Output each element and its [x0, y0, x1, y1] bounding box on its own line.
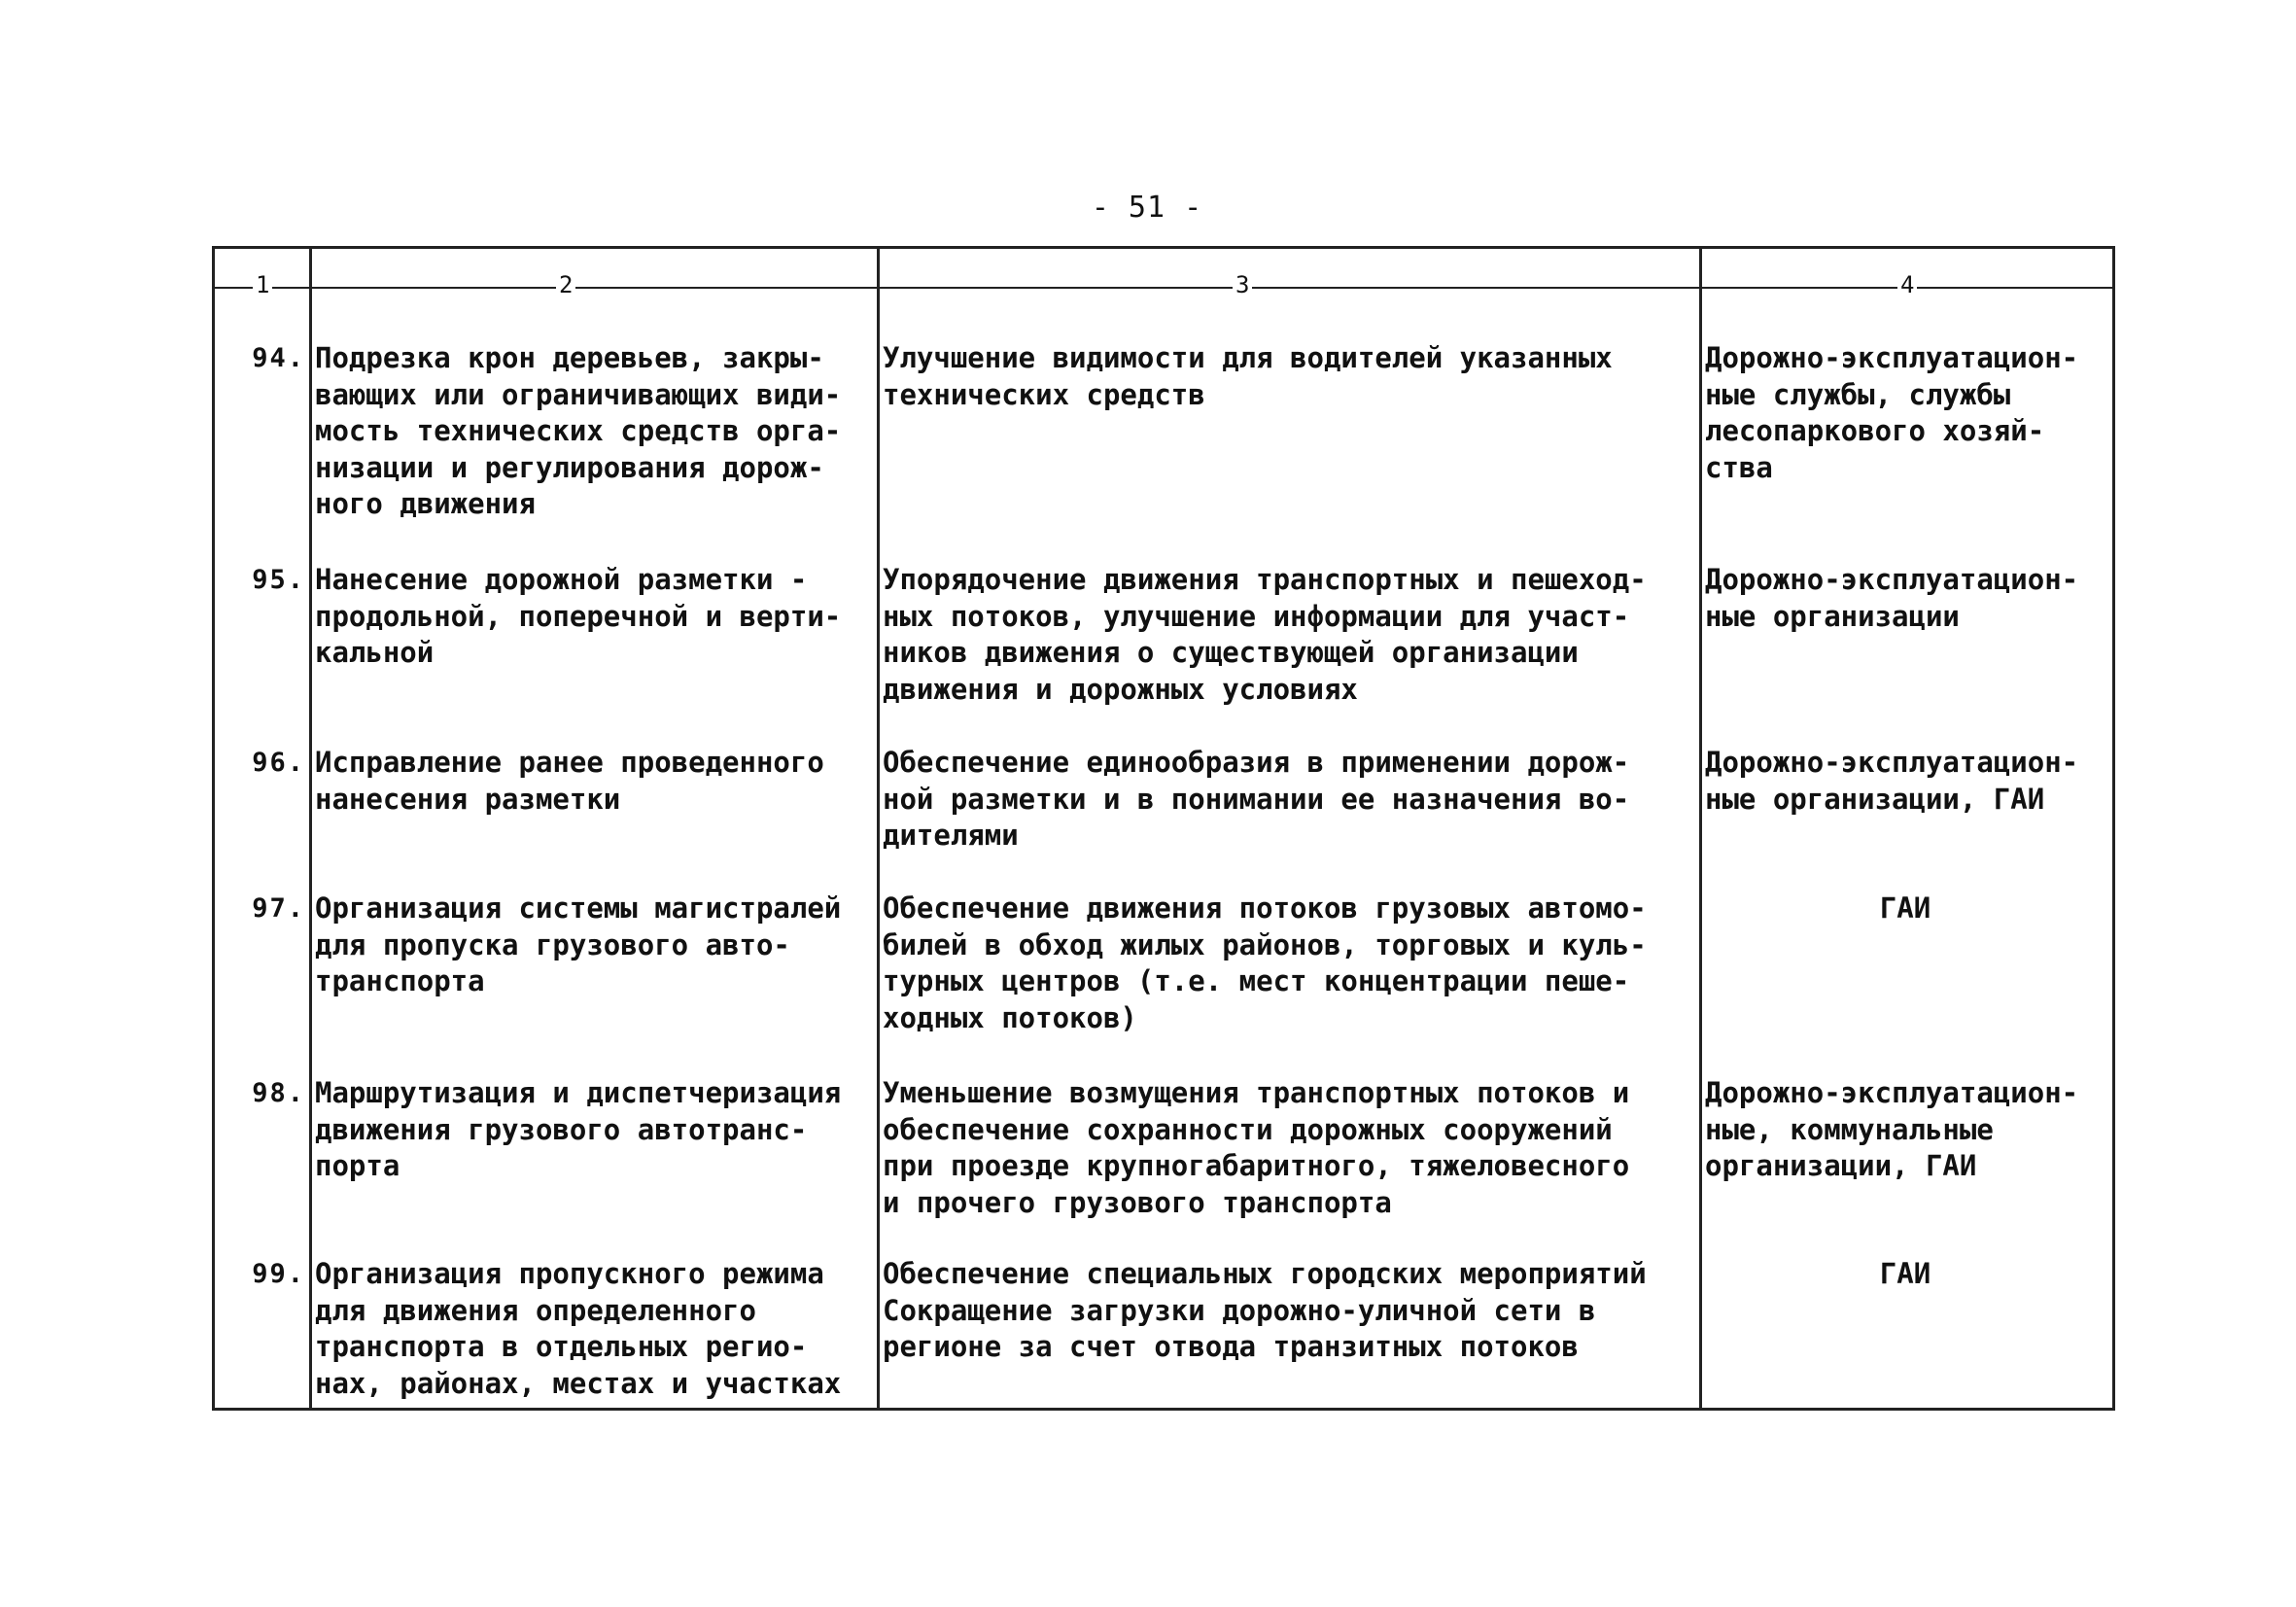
header-rule — [212, 287, 2115, 289]
column-number-3: 3 — [1233, 270, 1252, 299]
goal-cell: Обеспечение единообразия в применении дорож- ной разметки и в понимании ее назначения во- дителями — [883, 746, 1630, 852]
responsible-cell: ГАИ — [1879, 891, 1931, 925]
measure-cell: Подрезка крон деревьев, закры- вающих или ограничивающих види- мость технических средств орга- низации и регулирования дорож- ного движения — [315, 341, 842, 520]
responsible-cell: ГАИ — [1879, 1257, 1931, 1290]
page-number: - 51 - — [1091, 191, 1203, 225]
goal-cell: Обеспечение специальных городских мероприятий Сокращение загрузки дорожно-уличной сети в регионе за счет отвода транзитных потоков — [883, 1257, 1647, 1363]
measure-cell: Организация пропускного режима для движения определенного транспорта в отдельных регио- нах, районах, местах и участках — [315, 1257, 842, 1400]
responsible-cell: Дорожно-эксплуатацион- ные организации — [1705, 563, 2079, 633]
column-number-2: 2 — [556, 270, 575, 299]
measure-cell: Исправление ранее проведенного нанесения разметки — [315, 746, 824, 816]
measure-cell: Маршрутизация и диспетчеризация движения грузового автотранс- порта — [315, 1076, 842, 1182]
row-number: 98. — [252, 1078, 305, 1108]
row-number: 96. — [252, 748, 305, 778]
goal-cell: Улучшение видимости для водителей указанных технических средств — [883, 341, 1613, 411]
column-number-4: 4 — [1897, 270, 1917, 299]
goal-cell: Упорядочение движения транспортных и пешеход- ных потоков, улучшение информации для участ- ников движения о существующей организации движения и дорожных условиях — [883, 563, 1647, 706]
goal-cell: Обеспечение движения потоков грузовых автомо- билей в обход жилых районов, торговых и куль- турных центров (т.е. мест концентрации пеше- ходных потоков) — [883, 891, 1647, 1034]
responsible-cell: Дорожно-эксплуатацион- ные, коммунальные организации, ГАИ — [1705, 1076, 2079, 1182]
responsible-cell: Дорожно-эксплуатацион- ные организации, ГАИ — [1705, 746, 2079, 816]
measure-cell: Организация системы магистралей для пропуска грузового авто- транспорта — [315, 891, 842, 997]
column-number-1: 1 — [253, 270, 272, 299]
row-number: 97. — [252, 893, 305, 924]
responsible-cell: Дорожно-эксплуатацион- ные службы, службы лесопаркового хозяй- ства — [1705, 341, 2079, 484]
goal-cell: Уменьшение возмущения транспортных потоков и обеспечение сохранности дорожных сооружений при проезде крупногабаритного, тяжеловесного и прочего грузового транспорта — [883, 1076, 1630, 1219]
row-number: 99. — [252, 1259, 305, 1289]
column-divider-1 — [309, 246, 312, 1411]
row-number: 95. — [252, 565, 305, 595]
column-divider-2 — [877, 246, 880, 1411]
row-number: 94. — [252, 343, 305, 373]
column-divider-3 — [1699, 246, 1702, 1411]
measure-cell: Нанесение дорожной разметки - продольной, поперечной и верти- кальной — [315, 563, 842, 669]
